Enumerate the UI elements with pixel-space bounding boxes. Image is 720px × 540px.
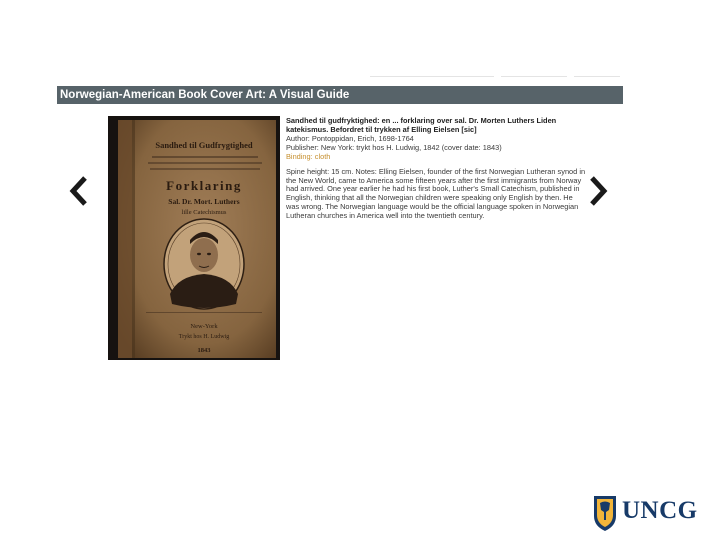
cover-imprint-place: New-York [190,323,218,330]
chevron-left-icon [66,173,92,209]
luther-portrait [164,219,244,309]
previous-button[interactable] [66,173,92,209]
cover-subtitle-2: lille Catechismus [181,209,227,216]
cover-subtitle: Sal. Dr. Mort. Luthers [168,197,240,206]
cover-heading: Forklaring [166,178,242,193]
cover-title-line: Sandhed til Gudfrygtighed [155,140,253,150]
top-tab-3[interactable] [574,60,620,77]
top-tab-2[interactable] [501,60,567,77]
cover-year: 1843 [197,347,211,354]
chevron-right-icon [585,173,611,209]
uncg-logo [592,494,704,532]
book-cover-art [108,116,280,360]
book-publisher: Publisher: New York: trykt hos H. Ludwig, 1842 (cover date: 1843) [286,143,502,152]
cover-imprint-printer: Trykt hos H. Ludwig [178,334,230,340]
page-title: Norwegian-American Book Cover Art: A Visual Guide [57,86,623,104]
book-author: Author: Pontoppidan, Erich, 1698-1764 [286,134,414,143]
book-cover-image [108,116,280,360]
next-button[interactable] [585,173,611,209]
book-title: Sandhed til gudfryktighed: en ... forklaring over sal. Dr. Morten Luthers Liden katekismus. Befordret til trykken af Elling Eielsen [sic] [286,116,557,134]
book-binding-link[interactable]: Binding: cloth [286,152,331,161]
spartan-shield-icon [592,494,618,532]
book-notes: Spine height: 15 cm. Notes: Elling Eielsen, founder of the first Norwegian Lutheran synod in the New World, came to America some fifteen years after the first immigrants from Norway had arrived. One year earlier he had his first book, Luther's Small Catechism, published in English, thinking that all the Norwegian children were speaking only English by then. He was wrong. The Norwegian language would be the official language spoken in Norwegian Lutheran churches in America well into the twentieth century. [286,167,586,220]
top-tab-1[interactable] [370,60,494,77]
logo-text: UNCG [622,497,698,524]
